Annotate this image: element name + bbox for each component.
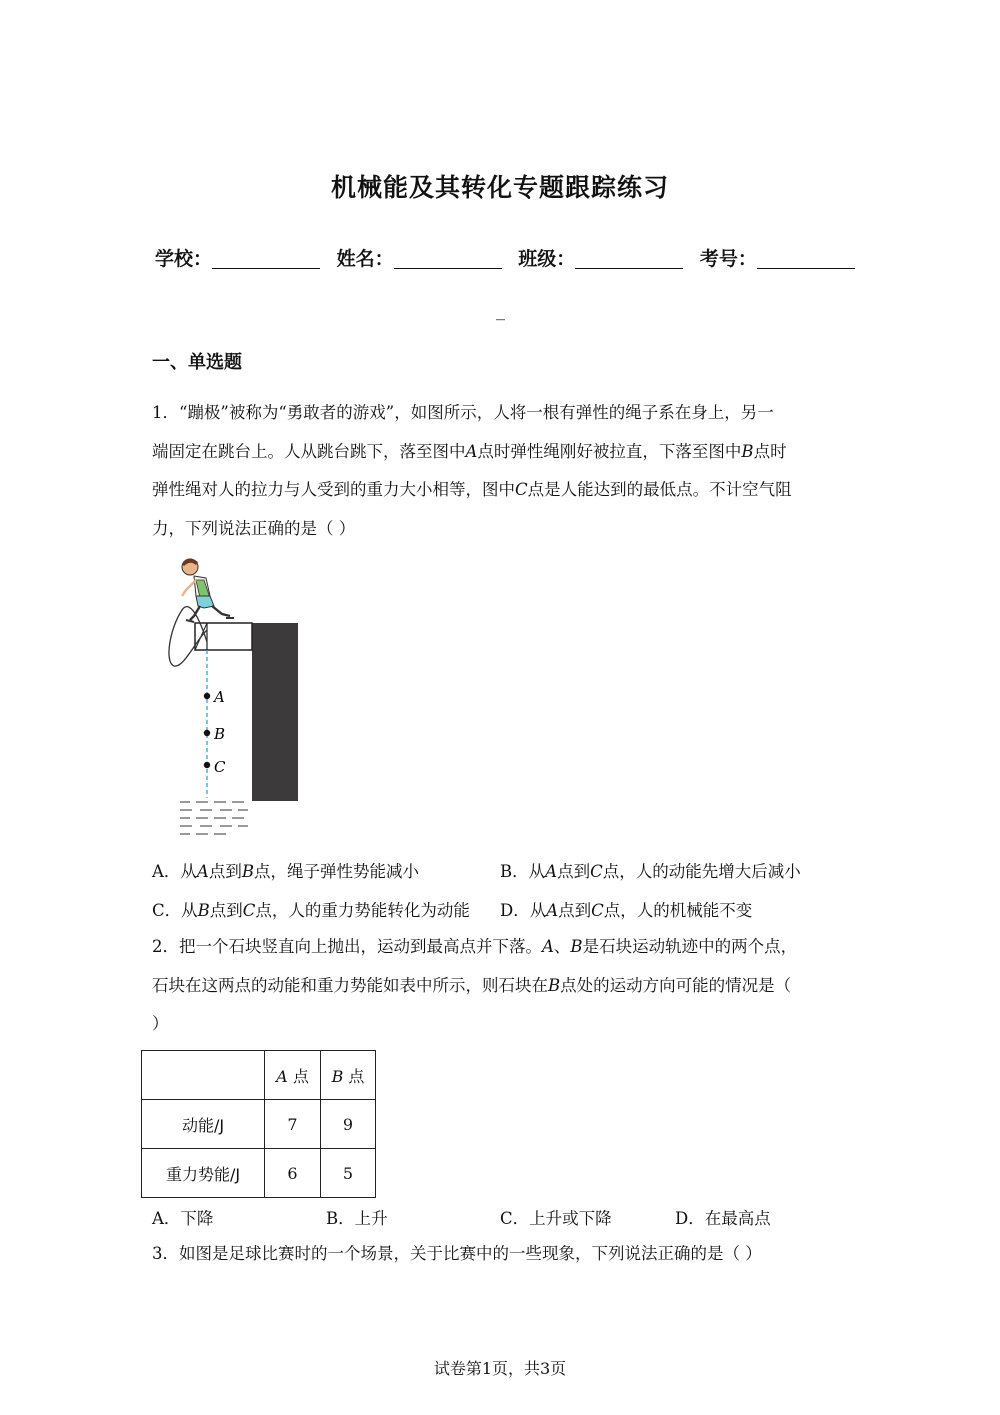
q1-line-2: 端固定在跳台上。人从跳台跳下，落至图中A点时弹性绳刚好被拉直，下落至图中B点时 (152, 441, 787, 461)
question-2 (152, 928, 852, 1044)
label-c: C (214, 758, 226, 776)
point-a (204, 693, 210, 699)
exam-no-label: 考号： (699, 248, 757, 270)
q1-option-a[interactable]: A．从A点到B点，绳子弹性势能减小 (152, 862, 419, 881)
name-label: 姓名： (336, 248, 394, 270)
table-row (142, 1149, 376, 1198)
q1-line-1: 1．“蹦极”被称为“勇敢者的游戏”，如图所示，人将一根有弹性的绳子系在身上，另一 (152, 403, 774, 422)
q2-line-2: 石块在这两点的动能和重力势能如表中所示，则石块在B点处的运动方向可能的情况是（ (152, 975, 792, 995)
q1-line-4: 力，下列说法正确的是（ ） (152, 518, 356, 538)
question-1 (152, 394, 852, 548)
q2-option-c[interactable]: C．上升或下降 (500, 1209, 612, 1228)
cell-a: 6 (265, 1149, 321, 1198)
school-label: 学校： (155, 248, 213, 270)
cell-a: 7 (265, 1100, 321, 1149)
table-header-b: B 点 (321, 1051, 376, 1100)
row-label: 动能/J (142, 1100, 265, 1149)
exam-no-blank[interactable] (757, 250, 855, 269)
cell-b: 5 (321, 1149, 376, 1198)
q1-option-d[interactable]: D．从A点到C点，人的机械能不变 (500, 901, 753, 920)
table-row (142, 1100, 376, 1149)
label-a: A (214, 688, 225, 706)
energy-table (141, 1050, 376, 1198)
q2-line-3: ） (152, 1014, 169, 1033)
jump-platform (195, 623, 252, 650)
student-info-line (155, 244, 861, 271)
bungee-figure (160, 550, 310, 840)
school-blank[interactable] (212, 250, 320, 269)
point-b (204, 730, 210, 736)
class-label: 班级： (518, 248, 576, 270)
bungee-rope (169, 607, 207, 666)
class-blank[interactable] (575, 250, 683, 269)
table-header-a: A 点 (265, 1051, 321, 1100)
jumper-person (182, 558, 234, 622)
cliff-wall (252, 623, 298, 801)
point-c (204, 762, 210, 768)
question-3 (152, 1235, 852, 1274)
q1-option-c[interactable]: C．从B点到C点，人的重力势能转化为动能 (152, 901, 470, 920)
table-header-row (142, 1051, 376, 1100)
row-label: 重力势能/J (142, 1149, 265, 1198)
q2-line-1: 2．把一个石块竖直向上抛出，运动到最高点并下落。A、B是石块运动轨迹中的两个点， (152, 937, 798, 956)
info-line-continuation: _ (496, 300, 505, 321)
page-footer: 试卷第1页，共3页 (433, 1359, 567, 1378)
q2-option-a[interactable]: A．下降 (152, 1209, 214, 1228)
table-header-empty (142, 1051, 265, 1100)
water-lines (180, 802, 248, 834)
label-b: B (214, 725, 226, 743)
q1-option-b[interactable]: B．从A点到C点，人的动能先增大后减小 (500, 862, 801, 881)
q2-option-d[interactable]: D．在最高点 (675, 1209, 771, 1228)
q1-line-3: 弹性绳对人的拉力与人受到的重力大小相等，图中C点是人能达到的最低点。不计空气阻 (152, 480, 792, 499)
cell-b: 9 (321, 1100, 376, 1149)
q2-option-b[interactable]: B．上升 (326, 1209, 388, 1228)
section-heading: 一、单选题 (152, 352, 242, 373)
page-title: 机械能及其转化专题跟踪练习 (330, 173, 669, 202)
q3-line-1: 3．如图是足球比赛时的一个场景，关于比赛中的一些现象，下列说法正确的是（ ） (152, 1244, 762, 1263)
name-blank[interactable] (394, 250, 502, 269)
